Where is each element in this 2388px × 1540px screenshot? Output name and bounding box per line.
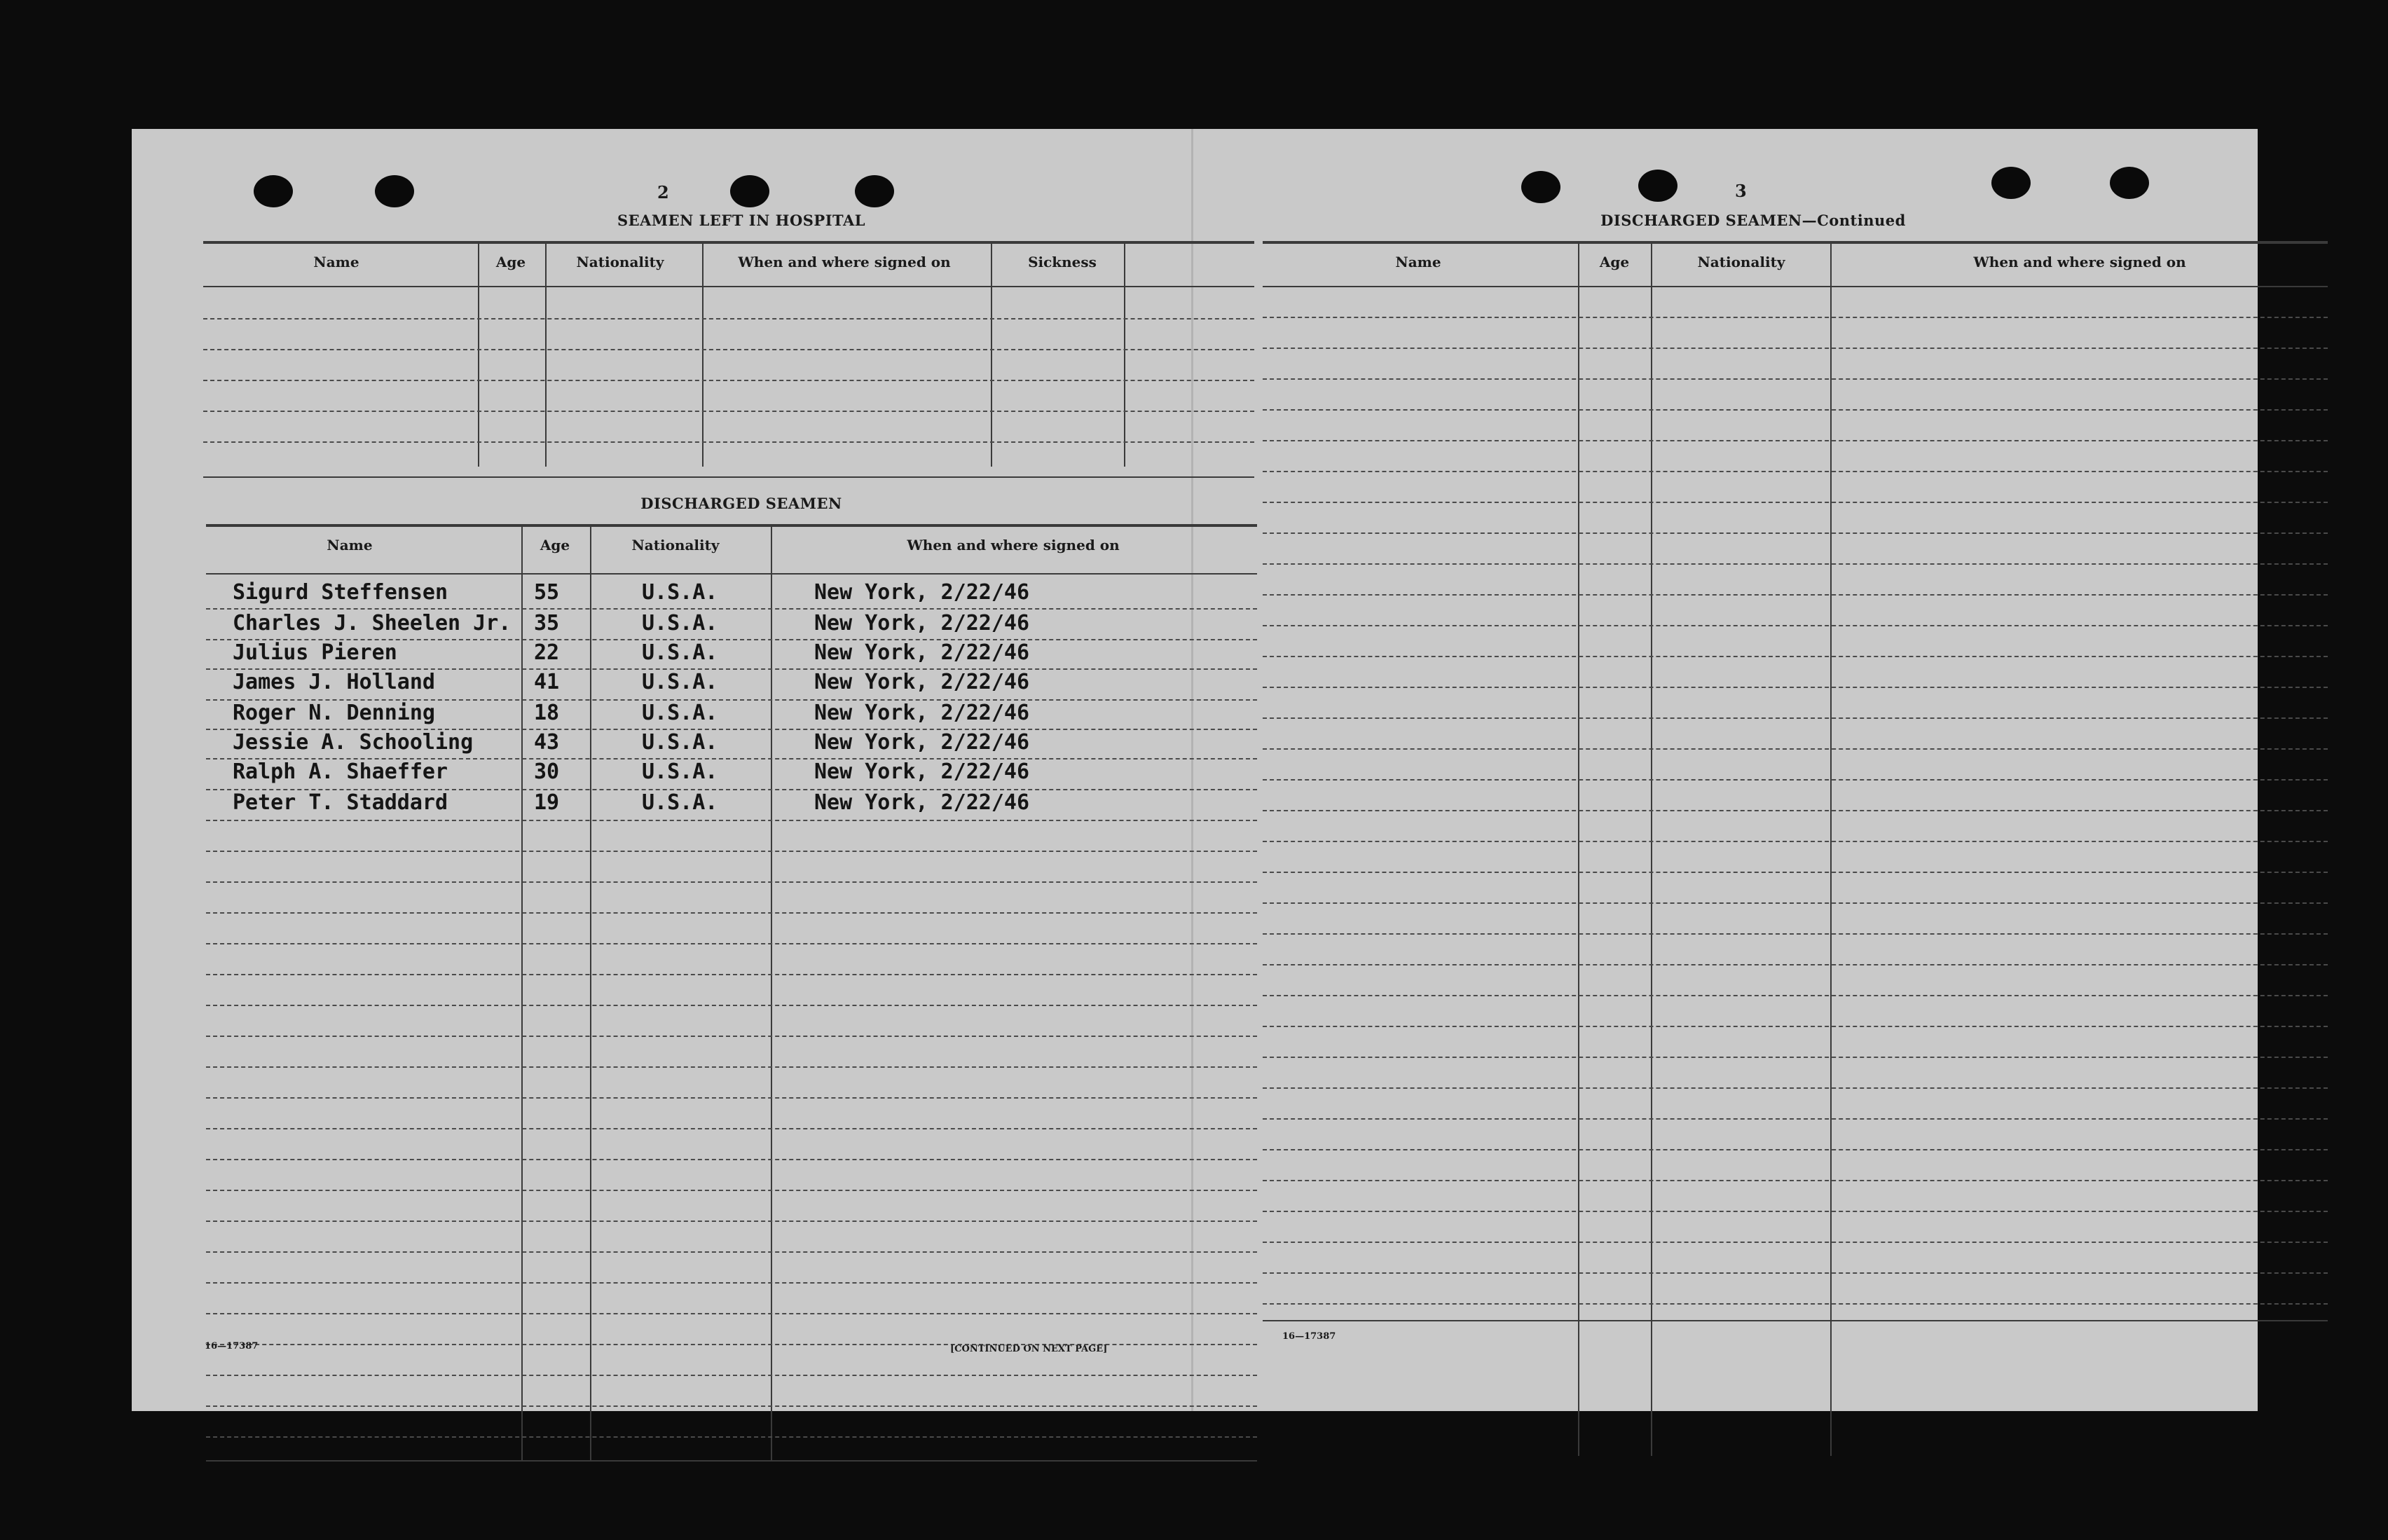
continued-row-line (1263, 502, 2328, 503)
discharged-row-line (206, 608, 1257, 610)
discharged-section-title: DISCHARGED SEAMEN (640, 495, 842, 512)
discharged-row-line (206, 1375, 1257, 1376)
hospital-divider (545, 244, 547, 467)
continued-row-line (1263, 995, 2328, 996)
continued-row-line (1263, 348, 2328, 349)
discharged-row-line (206, 1190, 1257, 1191)
seaman-age: 30 (534, 759, 560, 784)
seaman-name: Ralph A. Shaeffer (233, 759, 448, 784)
page-number: 3 (1735, 181, 1747, 201)
discharged-row-line (206, 699, 1257, 701)
continued-bottom-rule (1263, 1320, 2328, 1321)
seaman-nationality: U.S.A. (642, 611, 718, 635)
discharged-row-line (206, 1066, 1257, 1068)
form-number: 16—17387 (205, 1341, 259, 1352)
seaman-name: Julius Pieren (233, 640, 397, 665)
discharged-row-line (206, 1221, 1257, 1222)
continued-row-line (1263, 1118, 2328, 1120)
seaman-age: 19 (534, 790, 560, 815)
continued-row-line (1263, 1211, 2328, 1212)
continued-row-line (1263, 1303, 2328, 1305)
continued-col-name: Name (1395, 254, 1441, 270)
hospital-col-signed-on: When and where signed on (738, 254, 951, 270)
hospital-col-sickness: Sickness (1028, 254, 1097, 270)
continued-row-line (1263, 532, 2328, 534)
discharged-row-line (206, 912, 1257, 914)
seaman-name: Roger N. Denning (233, 701, 435, 725)
seaman-nationality: U.S.A. (642, 701, 718, 725)
continued-row-line (1263, 1057, 2328, 1058)
discharged-top-rule (206, 524, 1257, 527)
seaman-age: 22 (534, 640, 560, 665)
continued-row-line (1263, 717, 2328, 719)
punch-hole (855, 175, 894, 207)
continued-row-line (1263, 440, 2328, 441)
seaman-signed-on: New York, 2/22/46 (814, 580, 1030, 605)
seaman-signed-on: New York, 2/22/46 (814, 730, 1030, 755)
seaman-nationality: U.S.A. (642, 730, 718, 755)
punch-hole (1638, 170, 1677, 202)
hospital-row-line (203, 349, 1254, 350)
discharged-row-line (206, 758, 1257, 759)
continued-col-age: Age (1599, 254, 1630, 270)
continued-row-line (1263, 378, 2328, 380)
hospital-section-title: SEAMEN LEFT IN HOSPITAL (617, 212, 866, 229)
discharged-row-line (206, 1313, 1257, 1314)
discharged-col-nationality: Nationality (631, 537, 720, 554)
hospital-row-line (203, 411, 1254, 412)
seaman-signed-on: New York, 2/22/46 (814, 611, 1030, 635)
continued-row-line (1263, 748, 2328, 750)
seaman-age: 18 (534, 701, 560, 725)
hospital-bottom-rule (203, 476, 1254, 478)
discharged-col-name: Name (327, 537, 373, 554)
seaman-signed-on: New York, 2/22/46 (814, 670, 1030, 694)
seaman-name: Sigurd Steffensen (233, 580, 448, 605)
seaman-nationality: U.S.A. (642, 670, 718, 694)
discharged-row-line (206, 1036, 1257, 1037)
discharged-row-line (206, 974, 1257, 975)
discharged-continued-title (1536, 212, 1970, 229)
seaman-name: Jessie A. Schooling (233, 730, 474, 755)
continued-row-line (1263, 1180, 2328, 1181)
hospital-top-rule (203, 241, 1254, 244)
seaman-age: 41 (534, 670, 560, 694)
discharged-row-line (206, 1128, 1257, 1129)
discharged-row-line (206, 881, 1257, 883)
page-fold (1191, 129, 1193, 1411)
continued-divider (1651, 244, 1652, 1456)
seaman-signed-on: New York, 2/22/46 (814, 701, 1030, 725)
seaman-signed-on: New York, 2/22/46 (814, 759, 1030, 784)
continued-note: [CONTINUED ON NEXT PAGE] (950, 1344, 1108, 1354)
discharged-row-line (206, 1005, 1257, 1006)
seaman-name: Peter T. Staddard (233, 790, 448, 815)
seaman-nationality: U.S.A. (642, 790, 718, 815)
seaman-age: 55 (534, 580, 560, 605)
continued-divider (1578, 244, 1579, 1456)
discharged-row-line (206, 639, 1257, 640)
discharged-row-line (206, 820, 1257, 821)
seaman-name: James J. Holland (233, 670, 435, 694)
punch-hole (1521, 171, 1560, 203)
hospital-row-line (203, 441, 1254, 443)
continued-row-line (1263, 964, 2328, 965)
continued-row-line (1263, 656, 2328, 657)
continued-row-line (1263, 625, 2328, 626)
continued-row-line (1263, 902, 2328, 904)
continued-divider (1830, 244, 1832, 1456)
continued-row-line (1263, 841, 2328, 842)
continued-row-line (1263, 563, 2328, 565)
continued-row-line (1263, 779, 2328, 781)
discharged-row-line (206, 1436, 1257, 1438)
continued-top-rule (1263, 241, 2328, 244)
seaman-nationality: U.S.A. (642, 759, 718, 784)
punch-hole (1991, 167, 2031, 199)
discharged-divider (590, 527, 591, 1462)
punch-hole (2110, 167, 2149, 199)
discharged-row-line (206, 943, 1257, 944)
discharged-row-line (206, 789, 1257, 790)
discharged-row-line (206, 729, 1257, 730)
continued-row-line (1263, 471, 2328, 472)
hospital-row-line (203, 380, 1254, 381)
discharged-row-line (206, 851, 1257, 852)
document-sheet (132, 129, 2258, 1411)
continued-col-signed-on: When and where signed on (1973, 254, 2186, 270)
discharged-col-age: Age (540, 537, 570, 554)
hospital-col-age: Age (495, 254, 526, 270)
discharged-row-line (206, 668, 1257, 670)
punch-hole (254, 175, 293, 207)
discharged-continued-title-main: DISCHARGED SEAMEN (1600, 212, 1802, 229)
hospital-header-rule (203, 286, 1254, 287)
continued-row-line (1263, 317, 2328, 318)
seaman-name: Charles J. Sheelen Jr. (233, 611, 512, 635)
discharged-continued-title-suffix: —Continued (1802, 212, 1906, 229)
punch-hole (375, 175, 414, 207)
discharged-row-line (206, 1097, 1257, 1099)
hospital-divider (991, 244, 992, 467)
form-number: 16—17387 (1282, 1331, 1336, 1342)
discharged-row-line (206, 1159, 1257, 1160)
continued-row-line (1263, 687, 2328, 688)
page-number: 2 (657, 182, 669, 202)
discharged-header-rule (206, 573, 1257, 575)
continued-row-line (1263, 810, 2328, 811)
discharged-divider (771, 527, 772, 1462)
seaman-signed-on: New York, 2/22/46 (814, 640, 1030, 665)
seaman-signed-on: New York, 2/22/46 (814, 790, 1030, 815)
discharged-row-line (206, 1251, 1257, 1253)
punch-hole (730, 175, 769, 207)
continued-header-rule (1263, 286, 2328, 287)
hospital-col-nationality: Nationality (576, 254, 664, 270)
discharged-row-line (206, 1405, 1257, 1407)
continued-row-line (1263, 1026, 2328, 1027)
continued-row-line (1263, 1242, 2328, 1243)
continued-row-line (1263, 872, 2328, 873)
continued-row-line (1263, 933, 2328, 935)
hospital-divider (1124, 244, 1125, 467)
discharged-col-signed-on: When and where signed on (907, 537, 1120, 554)
seaman-age: 43 (534, 730, 560, 755)
hospital-row-line (203, 318, 1254, 319)
discharged-row-line (206, 1282, 1257, 1284)
continued-row-line (1263, 594, 2328, 596)
discharged-divider (521, 527, 523, 1462)
seaman-nationality: U.S.A. (642, 580, 718, 605)
continued-row-line (1263, 409, 2328, 411)
seaman-age: 35 (534, 611, 560, 635)
discharged-bottom-rule (206, 1460, 1257, 1462)
hospital-divider (478, 244, 479, 467)
hospital-col-name: Name (313, 254, 359, 270)
continued-row-line (1263, 1272, 2328, 1274)
seaman-nationality: U.S.A. (642, 640, 718, 665)
hospital-divider (702, 244, 704, 467)
continued-row-line (1263, 1149, 2328, 1150)
continued-row-line (1263, 1087, 2328, 1089)
continued-col-nationality: Nationality (1697, 254, 1785, 270)
